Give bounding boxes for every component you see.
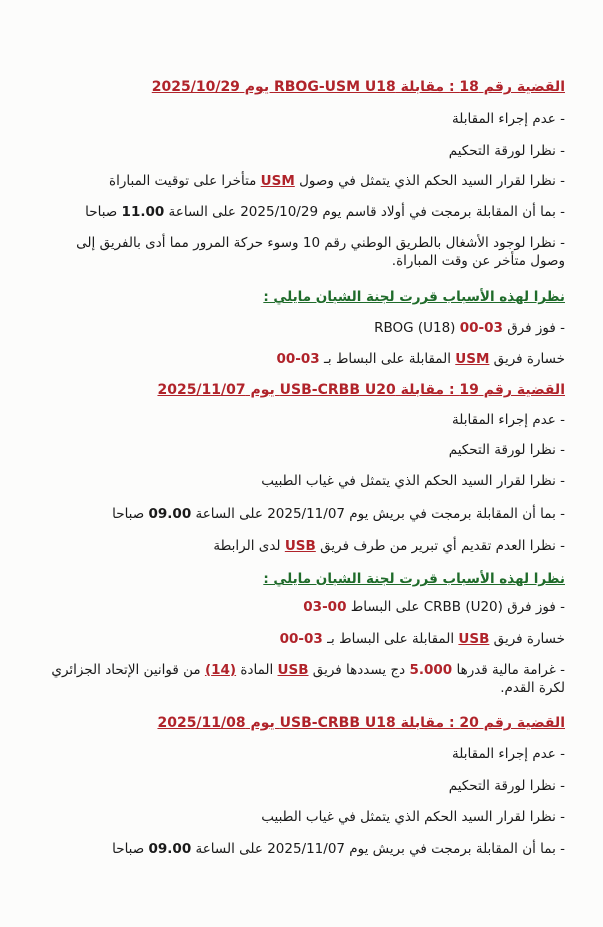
case-19-loss-score: 03-00	[279, 631, 323, 647]
case-19-loss-a: خسارة فريق	[489, 631, 565, 647]
case-18-loss-b: المقابلة على البساط بـ	[319, 351, 456, 367]
case-19-item-3: - نظرا لقرار السيد الحكم الذي يتمثل في غياب الطبيب	[261, 473, 565, 489]
case-19-item-5-tail: لدى الرابطة	[213, 538, 285, 554]
case-18-time: 11.00	[121, 204, 165, 220]
case-19-decision: نظرا لهذه الأسباب قررت لجنة الشبان مايلي :	[263, 571, 565, 587]
case-18-item-3	[109, 172, 565, 190]
case-18-item-3-tail: متأخرا على توقيت المباراة	[109, 173, 261, 189]
case-18-win	[374, 319, 565, 337]
case-19-item-5	[213, 537, 565, 555]
case-19-loss	[280, 630, 565, 648]
case-19-loss-b: المقابلة على البساط بـ	[322, 631, 459, 647]
case-18-loss-a: خسارة فريق	[489, 351, 565, 367]
case-19-fine-article: (14)	[204, 662, 237, 678]
case-19-item-4	[112, 505, 565, 523]
case-20-item-1: - عدم إجراء المقابلة	[452, 746, 565, 762]
case-18-item-4	[85, 203, 565, 221]
case-18-decision: نظرا لهذه الأسباب قررت لجنة الشبان مايلي :	[263, 289, 565, 305]
case-18-item-2: - نظرا لورقة التحكيم	[448, 143, 565, 159]
case-19-item-4-text: - بما أن المقابلة برمجت في بريش يوم 2025/11/07 على الساعة	[191, 506, 565, 522]
case-20-item-4-text: - بما أن المقابلة برمجت في بريش يوم 2025/11/07 على الساعة	[191, 841, 565, 857]
case-18-item-5: - نظرا لوجود الأشغال بالطريق الوطني رقم 10 وسوء حركة المرور مما أدى بالفريق إلى وصول متأخر عن وقت المباراة.	[76, 235, 565, 269]
case-19-loss-team: USB	[458, 631, 490, 647]
case-18-loss	[276, 350, 565, 368]
case-19-time-tail: صباحا	[112, 506, 149, 522]
case-19-fine	[45, 661, 565, 697]
case-19-team-usb: USB	[284, 538, 316, 554]
case-18-item-4-text: - بما أن المقابلة برمجت في أولاد قاسم يوم 2025/10/29 على الساعة	[164, 204, 565, 220]
case-19-item-2: - نظرا لورقة التحكيم	[448, 442, 565, 458]
case-19-fine-d: من قوانين الإتحاد الجزائري لكرة القدم.	[51, 662, 565, 696]
case-20-heading: القضية رقم 20 : مقابلة USB-CRBB U18 يوم 2025/11/08	[157, 715, 565, 731]
case-20-item-3: - نظرا لقرار السيد الحكم الذي يتمثل في غياب الطبيب	[261, 809, 565, 825]
case-19-win-text: - فوز فرق CRBB (U20) على البساط	[346, 599, 565, 615]
case-18-loss-score: 03-00	[276, 351, 320, 367]
case-19-win	[303, 598, 565, 616]
case-19-item-1: - عدم إجراء المقابلة	[452, 412, 565, 428]
case-19-heading: القضية رقم 19 : مقابلة USB-CRBB U20 يوم 2025/11/07	[157, 382, 565, 398]
case-19-fine-b: دج يسددها فريق	[308, 662, 410, 678]
case-18-item-1: - عدم إجراء المقابلة	[452, 111, 565, 127]
case-19-win-score: 00-03	[303, 599, 347, 615]
case-18-loss-team: USM	[455, 351, 490, 367]
case-18-item-3-text: - نظرا لقرار السيد الحكم الذي يتمثل في وصول	[294, 173, 565, 189]
team-usm: USM	[260, 173, 295, 189]
case-20-time: 09.00	[148, 841, 192, 857]
case-20-item-4	[112, 840, 565, 858]
case-18-time-tail: صباحا	[85, 204, 122, 220]
case-18-win-score: 00-03	[459, 320, 503, 336]
case-20-time-tail: صباحا	[112, 841, 149, 857]
case-20-item-2: - نظرا لورقة التحكيم	[448, 778, 565, 794]
case-19-fine-amount: 5.000	[409, 662, 453, 678]
case-19-fine-a: - غرامة مالية قدرها	[452, 662, 565, 678]
case-18-heading: القضية رقم 18 : مقابلة RBOG-USM U18 يوم 2025/10/29	[151, 79, 565, 95]
case-18-win-text: - فوز فرق RBOG (U18)	[374, 320, 565, 336]
case-19-item-5-text: - نظرا العدم تقديم أي تبرير من طرف فريق	[315, 538, 565, 554]
case-19-fine-team: USB	[277, 662, 309, 678]
case-19-time: 09.00	[148, 506, 192, 522]
case-19-fine-c: المادة	[236, 662, 278, 678]
